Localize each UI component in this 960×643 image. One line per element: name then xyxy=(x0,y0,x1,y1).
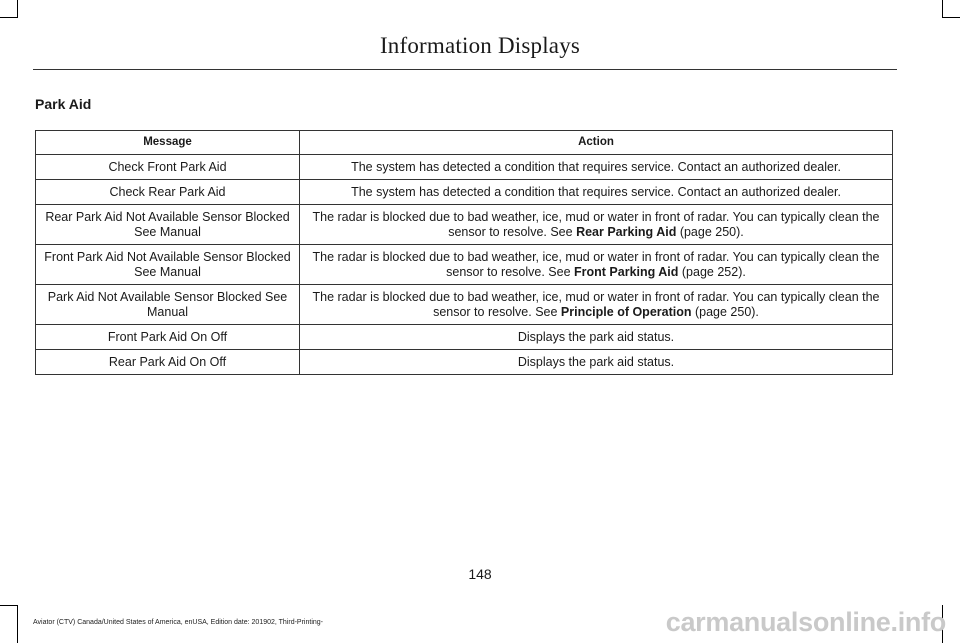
crop-mark-top-right-v xyxy=(942,0,943,18)
message-cell: Check Front Park Aid xyxy=(36,155,300,180)
section-heading: Park Aid xyxy=(35,96,92,112)
action-cell: Displays the park aid status. xyxy=(300,350,893,375)
action-cell: Displays the park aid status. xyxy=(300,325,893,350)
park-aid-table xyxy=(35,130,893,375)
table-row xyxy=(36,350,893,375)
cross-reference-page: (page 250). xyxy=(691,304,759,319)
action-text: The radar is blocked due to bad weather, ice, mud or water in front of radar. You can typically clean the sensor to resolve. See xyxy=(312,209,880,239)
table-row xyxy=(36,180,893,205)
message-cell: Check Rear Park Aid xyxy=(36,180,300,205)
page-title: Information Displays xyxy=(379,33,581,58)
action-cell xyxy=(300,245,893,285)
cross-reference-link[interactable]: Principle of Operation xyxy=(560,304,692,319)
table-row xyxy=(36,285,893,325)
action-text: The radar is blocked due to bad weather, ice, mud or water in front of radar. You can typically clean the sensor to resolve. See xyxy=(312,249,880,279)
edition-footer: Aviator (CTV) Canada/United States of America, enUSA, Edition date: 201902, Third-Printing- xyxy=(33,619,324,626)
table-row xyxy=(36,325,893,350)
message-cell: Front Park Aid On Off xyxy=(36,325,300,350)
header-divider xyxy=(33,69,897,70)
message-cell: Park Aid Not Available Sensor Blocked See Manual xyxy=(36,285,300,325)
crop-mark-top-left-v xyxy=(17,0,18,18)
crop-mark-top-right-h xyxy=(942,17,960,18)
cross-reference-link[interactable]: Front Parking Aid xyxy=(574,264,679,279)
message-cell: Rear Park Aid Not Available Sensor Blocked See Manual xyxy=(36,205,300,245)
action-cell xyxy=(300,205,893,245)
crop-mark-bottom-left-v xyxy=(17,605,18,643)
message-cell: Rear Park Aid On Off xyxy=(36,350,300,375)
action-text: The radar is blocked due to bad weather, ice, mud or water in front of radar. You can typically clean the sensor to resolve. See xyxy=(312,289,880,319)
table-row xyxy=(36,155,893,180)
table-row xyxy=(36,245,893,285)
action-cell: The system has detected a condition that requires service. Contact an authorized dealer. xyxy=(300,155,893,180)
action-cell xyxy=(300,285,893,325)
column-header-message: Message xyxy=(36,131,300,155)
action-cell: The system has detected a condition that requires service. Contact an authorized dealer. xyxy=(300,180,893,205)
crop-mark-bottom-left-h xyxy=(0,605,18,606)
cross-reference-link[interactable]: Rear Parking Aid xyxy=(576,224,677,239)
column-header-action: Action xyxy=(300,131,893,155)
message-cell: Front Park Aid Not Available Sensor Blocked See Manual xyxy=(36,245,300,285)
watermark: carmanualsonline.info xyxy=(665,607,946,637)
cross-reference-page: (page 252). xyxy=(678,264,746,279)
table-header-row xyxy=(36,131,893,155)
crop-mark-top-left-h xyxy=(0,17,18,18)
cross-reference-page: (page 250). xyxy=(676,224,744,239)
table-row xyxy=(36,205,893,245)
page-number: 148 xyxy=(468,566,492,582)
